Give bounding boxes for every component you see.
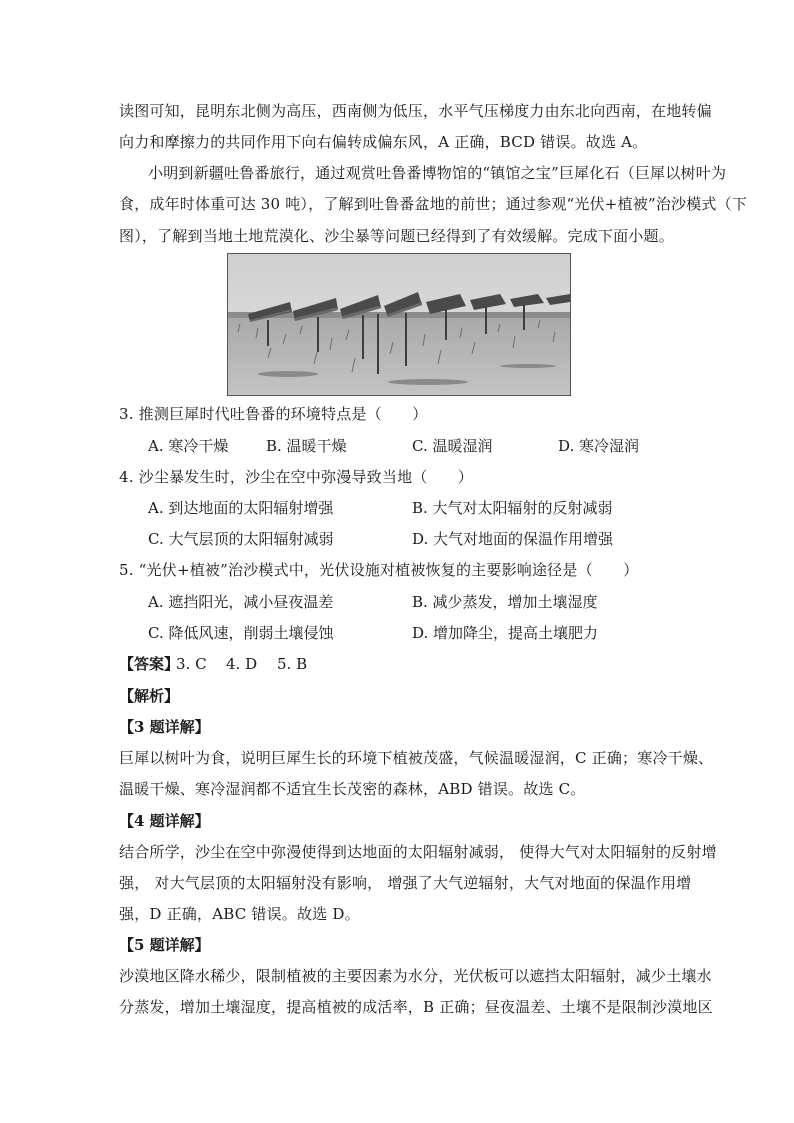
detail-5-line-1: 沙漠地区降水稀少，限制植被的主要因素为水分，光伏板可以遮挡太阳辐射，减少土壤水 bbox=[119, 967, 712, 985]
passage-line-2: 食，成年时体重可达 30 吨），了解到吐鲁番盆地的前世；通过参观“光伏+植被”治沙模式（下 bbox=[119, 195, 748, 213]
intro-line-1: 读图可知，昆明东北侧为高压，西南侧为低压，水平气压梯度力由东北向西南，在地转偏 bbox=[119, 102, 712, 120]
detail-3-heading: 【3 题详解】 bbox=[119, 718, 210, 736]
question-4-option-b: B. 大气对太阳辐射的反射减弱 bbox=[412, 499, 613, 517]
detail-3-line-2: 温暖干燥、寒冷湿润都不适宜生长茂密的森林，ABD 错误。故选 C。 bbox=[119, 780, 586, 798]
question-5-option-a: A. 遮挡阳光，减小昼夜温差 bbox=[148, 593, 334, 611]
question-5-option-d: D. 增加降尘，提高土壤肥力 bbox=[412, 624, 599, 642]
analysis-label: 【解析】 bbox=[119, 687, 180, 705]
detail-5-heading: 【5 题详解】 bbox=[119, 936, 210, 954]
answer-label: 【答案】 bbox=[119, 655, 180, 673]
question-3-option-a: A. 寒冷干燥 bbox=[148, 437, 229, 455]
detail-3-line-1: 巨犀以树叶为食，说明巨犀生长的环境下植被茂盛，气候温暖湿润，C 正确；寒冷干燥、 bbox=[119, 749, 714, 767]
detail-4-heading: 【4 题详解】 bbox=[119, 812, 210, 830]
question-4-option-c: C. 大气层顶的太阳辐射减弱 bbox=[148, 530, 334, 548]
question-4-option-d: D. 大气对地面的保温作用增强 bbox=[412, 530, 614, 548]
question-3-option-b: B. 温暖干燥 bbox=[266, 437, 347, 455]
intro-line-2: 向力和摩擦力的共同作用下向右偏转成偏东风，A 正确，BCD 错误。故选 A。 bbox=[119, 133, 648, 151]
answer-item-4: 4. D bbox=[226, 655, 258, 673]
question-4-stem: 4. 沙尘暴发生时，沙尘在空中弥漫导致当地（ ） bbox=[119, 468, 474, 486]
solar-panel-field-photo bbox=[227, 253, 571, 396]
detail-4-line-2: 强， 对大气层顶的太阳辐射没有影响， 增强了大气逆辐射，大气对地面的保温作用增 bbox=[119, 874, 692, 892]
detail-5-line-2: 分蒸发，增加土壤湿度，提高植被的成活率，B 正确；昼夜温差、土壤不是限制沙漠地区 bbox=[119, 998, 713, 1016]
passage-line-3: 图），了解到当地土地荒漠化、沙尘暴等问题已经得到了有效缓解。完成下面小题。 bbox=[119, 227, 674, 245]
question-3-option-c: C. 温暖湿润 bbox=[412, 437, 493, 455]
passage-line-1: 小明到新疆吐鲁番旅行，通过观赏吐鲁番博物馆的“镇馆之宝”巨犀化石（巨犀以树叶为 bbox=[148, 164, 727, 182]
question-5-option-b: B. 减少蒸发，增加土壤湿度 bbox=[412, 593, 598, 611]
answer-item-5: 5. B bbox=[277, 655, 308, 673]
answer-item-3: 3. C bbox=[176, 655, 207, 673]
detail-4-line-1: 结合所学，沙尘在空中弥漫使得到达地面的太阳辐射减弱， 使得大气对太阳辐射的反射增 bbox=[119, 843, 717, 861]
detail-4-line-3: 强，D 正确，ABC 错误。故选 D。 bbox=[119, 905, 360, 923]
question-5-option-c: C. 降低风速，削弱土壤侵蚀 bbox=[148, 624, 334, 642]
question-3-stem: 3. 推测巨犀时代吐鲁番的环境特点是（ ） bbox=[119, 405, 428, 423]
question-5-stem: 5. “光伏+植被”治沙模式中，光伏设施对植被恢复的主要影响途径是（ ） bbox=[119, 561, 639, 579]
question-3-option-d: D. 寒冷湿润 bbox=[558, 437, 640, 455]
question-4-option-a: A. 到达地面的太阳辐射增强 bbox=[148, 499, 334, 517]
